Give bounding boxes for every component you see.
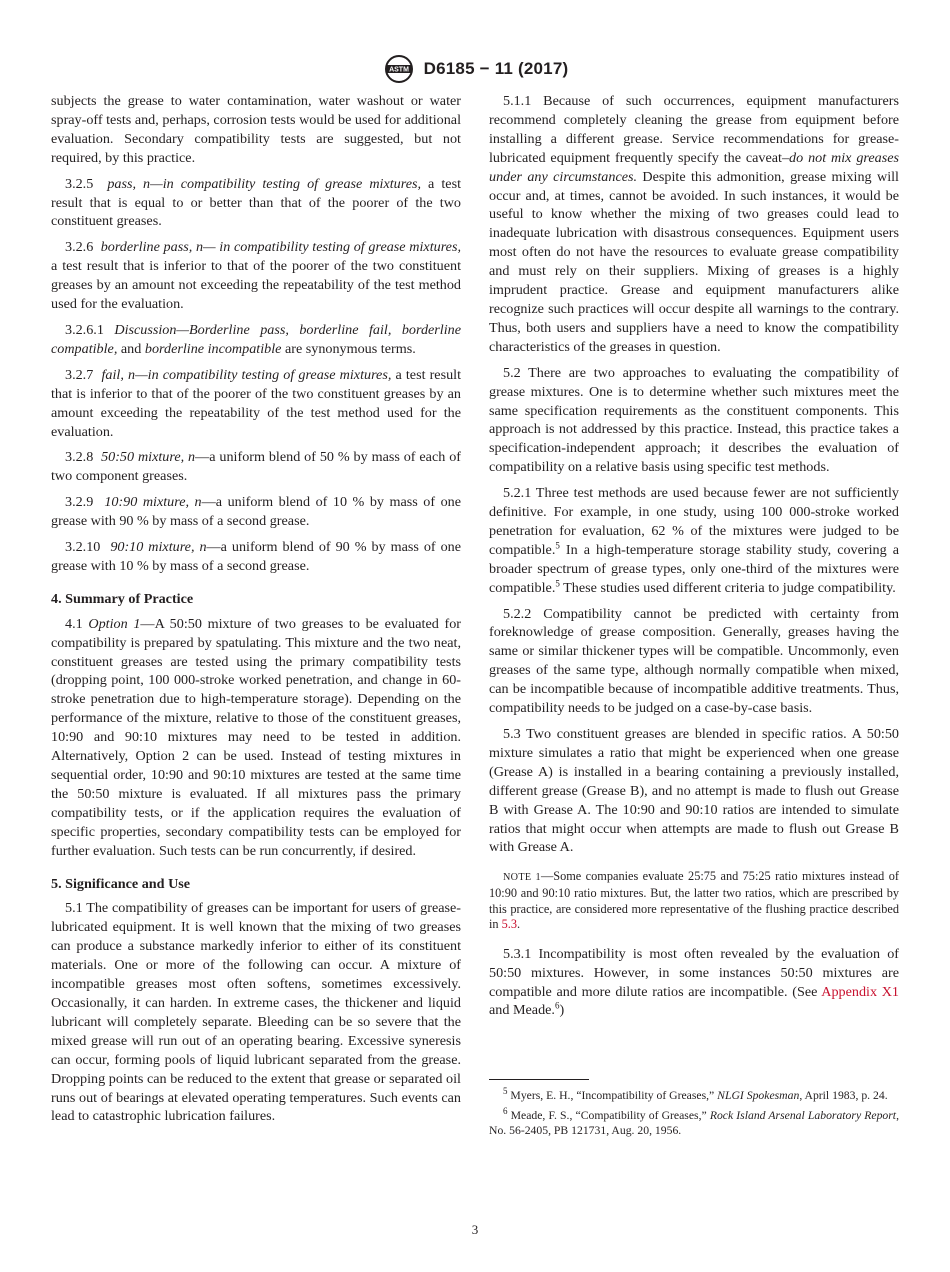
paragraph-4-1: 4.1 Option 1—A 50:50 mixture of two greases to be evaluated for compatibility is prepared by spatulating. This mixture and the two neat, constituent greases are tested using the primary compatibility tests (dropping point, 100 000-stroke worked penetration, and change in 60-stroke penetration due to high-temperature storage). Depending on the performance of the mixture, relative to those of the constituent greases, 10:90 and 90:10 mixtures may need to be tested in addition. Alternatively, Option 2 can be used. Instead of testing mixtures in sequential order, 10:90 and 90:10 mixtures are tested at the same time the 50:50 mixture is evaluated. If all mixtures pass the primary compatibility tests, or if the application requires the evaluation of specific properties, secondary compatibility tests can be employed for further evaluation. Such tests can be run concurrently, if desired. [51,615,461,859]
section-heading-4: 4. Summary of Practice [51,590,194,607]
paragraph-3-2-6: 3.2.6 borderline pass, n— in compatibility testing of grease mixtures, a test result that is inferior to that of the poorer of the two constituent greases by an amount not exceeding the repeatability of the test method used for the evaluation. [51,239,461,313]
paragraph-3-2-7: 3.2.7 fail, n—in compatibility testing of grease mixtures, a test result that is inferior to that of the poorer of the two constituent greases by an amount exceeding the repeatability of the test method used for the evaluation. [51,366,462,440]
paragraph-3-2-4-continued: subjects the grease to water contamination, water washout or water spray-off tests and, perhaps, corrosion tests would be used for additional evaluation. Secondary compatibility tests are suggested, but not required, by this practice. [51,93,461,166]
standard-designation: D6185 − 11 (2017) [423,59,569,78]
paragraph-3-2-10: 3.2.10 90:10 mixture, n—a uniform blend of 90 % by mass of one grease with 10 % by mass of a second grease. [51,539,461,574]
page-header [0,54,950,84]
footnote-5: $^5$ Myers, E. H., “Incompatibility of Greases,” NLGI Spokesman, April 1983, p. 24. [503,1086,888,1103]
footnote-divider [489,1079,589,1080]
paragraph-3-2-5: 3.2.5 pass, n—in compatibility testing of grease mixtures, a test result that is equal to or better than that of the poorer of the two constituent greases. [51,175,461,230]
svg-text:ASTM: ASTM [388,66,409,74]
left-column [51,92,461,1133]
note-1: NOTE 1—Some companies evaluate 25:75 and 75:25 ratio mixtures instead of 10:90 and 90:10 ratio mixtures. But, the latter two ratios, which are prescribed by this practice, are considered more representative of the flushing practice described in 5.3. [489,869,899,932]
paragraph-3-2-6-1: 3.2.6.1 Discussion—Borderline pass, borderline fail, borderline compatible, and borderline incompatible are synonymous terms. [51,321,461,357]
paragraph-3-2-8: 3.2.8 50:50 mixture, n—a uniform blend of 50 % by mass of each of two component greases. [51,449,461,485]
page-number: 3 [471,1222,479,1237]
section-heading-5: 5. Significance and Use [51,875,191,892]
paragraph-5-2-2: 5.2.2 Compatibility cannot be predicted with certainty from foreknowledge of grease composition. Generally, greases having the same or similar thickener types will be compatible. Uncommonly, even greases of the same type, although normally compatible when mixed, can be incompatible because of incompatible additive treatments. Thus, compatibility needs to be judged on a case-by-case basis. [489,605,899,717]
appendix-x1-link[interactable]: Appendix X1 [821,983,899,1000]
paragraph-5-1-1: 5.1.1 Because of such occurrences, equipment manufacturers recommend completely cleaning the grease from equipment before installing a different grease. Service recommendations for grease-lubricated equipment frequently specify the caveat–do not mix greases under any circumstances. Despite this admonition, grease mixing will occur and, at times, cannot be avoided. In such instances, it would be useful to know whether the mixing of two greases could lead to inadequate lubrication with disastrous consequences. Equipment users most often do not have the resources to evaluate grease compatibility and must rely on their suppliers. Mixing of greases is a highly imprudent practice. Grease and equipment manufacturers alike recognize such practices will occur despite all warnings to the contrary. Thus, both users and suppliers have a need to know the compatibility characteristics of the greases in question. [489,93,899,355]
paragraph-5-2-1: 5.2.1 Three test methods are used because fewer are not sufficiently definitive. For example, in one study, using 100 000-stroke worked penetration for evaluation, 62 % of the mixtures were judged to be compatible.$^5$ In a high-temperature storage stability study, covering a broader spectrum of grease types, only one-third of the mixtures were compatible.$^5$ These studies used different criteria to judge compatibility. [489,485,899,596]
paragraph-3-2-9: 3.2.9 10:90 mixture, n—a uniform blend of 10 % by mass of one grease with 90 % by mass of a second grease. [51,494,462,530]
paragraph-5-3: 5.3 Two constituent greases are blended in specific ratios. A 50:50 mixture simulates a ratio that might be experienced when one grease (Grease A) is installed in a bearing containing a previously installed, different grease (Grease B), and no attempt is made to flush out Grease B with Grease A. The 10:90 and 90:10 ratios are intended to simulate ratios that might occur when attempts are made to flush out Grease B with Grease A. [489,726,899,856]
section-5-3-link[interactable]: 5.3 [501,917,518,932]
astm-logo-icon [382,54,416,84]
footnote-6: $^6$ Meade, F. S., “Compatibility of Greases,” Rock Island Arsenal Laboratory Report, No. 56-2405, PB 121731, Aug. 20, 1956. [489,1105,899,1137]
right-column [489,92,899,1142]
paragraph-5-2: 5.2 There are two approaches to evaluating the compatibility of grease mixtures. One is to determine whether such mixtures meet the same specification requirements as the constituent components. This approach is not addressed by this practice. Instead, this practice takes a specification-independent approach; it describes the evaluation of compatibility on a relative basis using specific test methods. [489,364,899,476]
paragraph-5-3-1: 5.3.1 Incompatibility is most often revealed by the evaluation of 50:50 mixtures. However, in some instances 50:50 mixtures are compatible and more dilute ratios are incompatible. (See Appendix X1 and Meade.$^6$) [489,945,899,1019]
paragraph-5-1: 5.1 The compatibility of greases can be important for users of grease-lubricated equipment. It is well known that the mixing of two greases can produce a substance markedly inferior to either of its constituent materials. One or more of the following can occur. A mixture of incompatible greases most often softens, sometimes excessively. Occasionally, it can harden. In extreme cases, the thickener and liquid lubricant will completely separate. Bleeding can be so severe that the mixed grease will run out of an operating bearing. Excessive syneresis can occur, forming pools of liquid lubricant separated from the grease. Dropping points can be reduced to the extent that grease or separated oil runs out of bearings at elevated operating temperatures. Such events can lead to catastrophic lubrication failures. [51,900,461,1125]
